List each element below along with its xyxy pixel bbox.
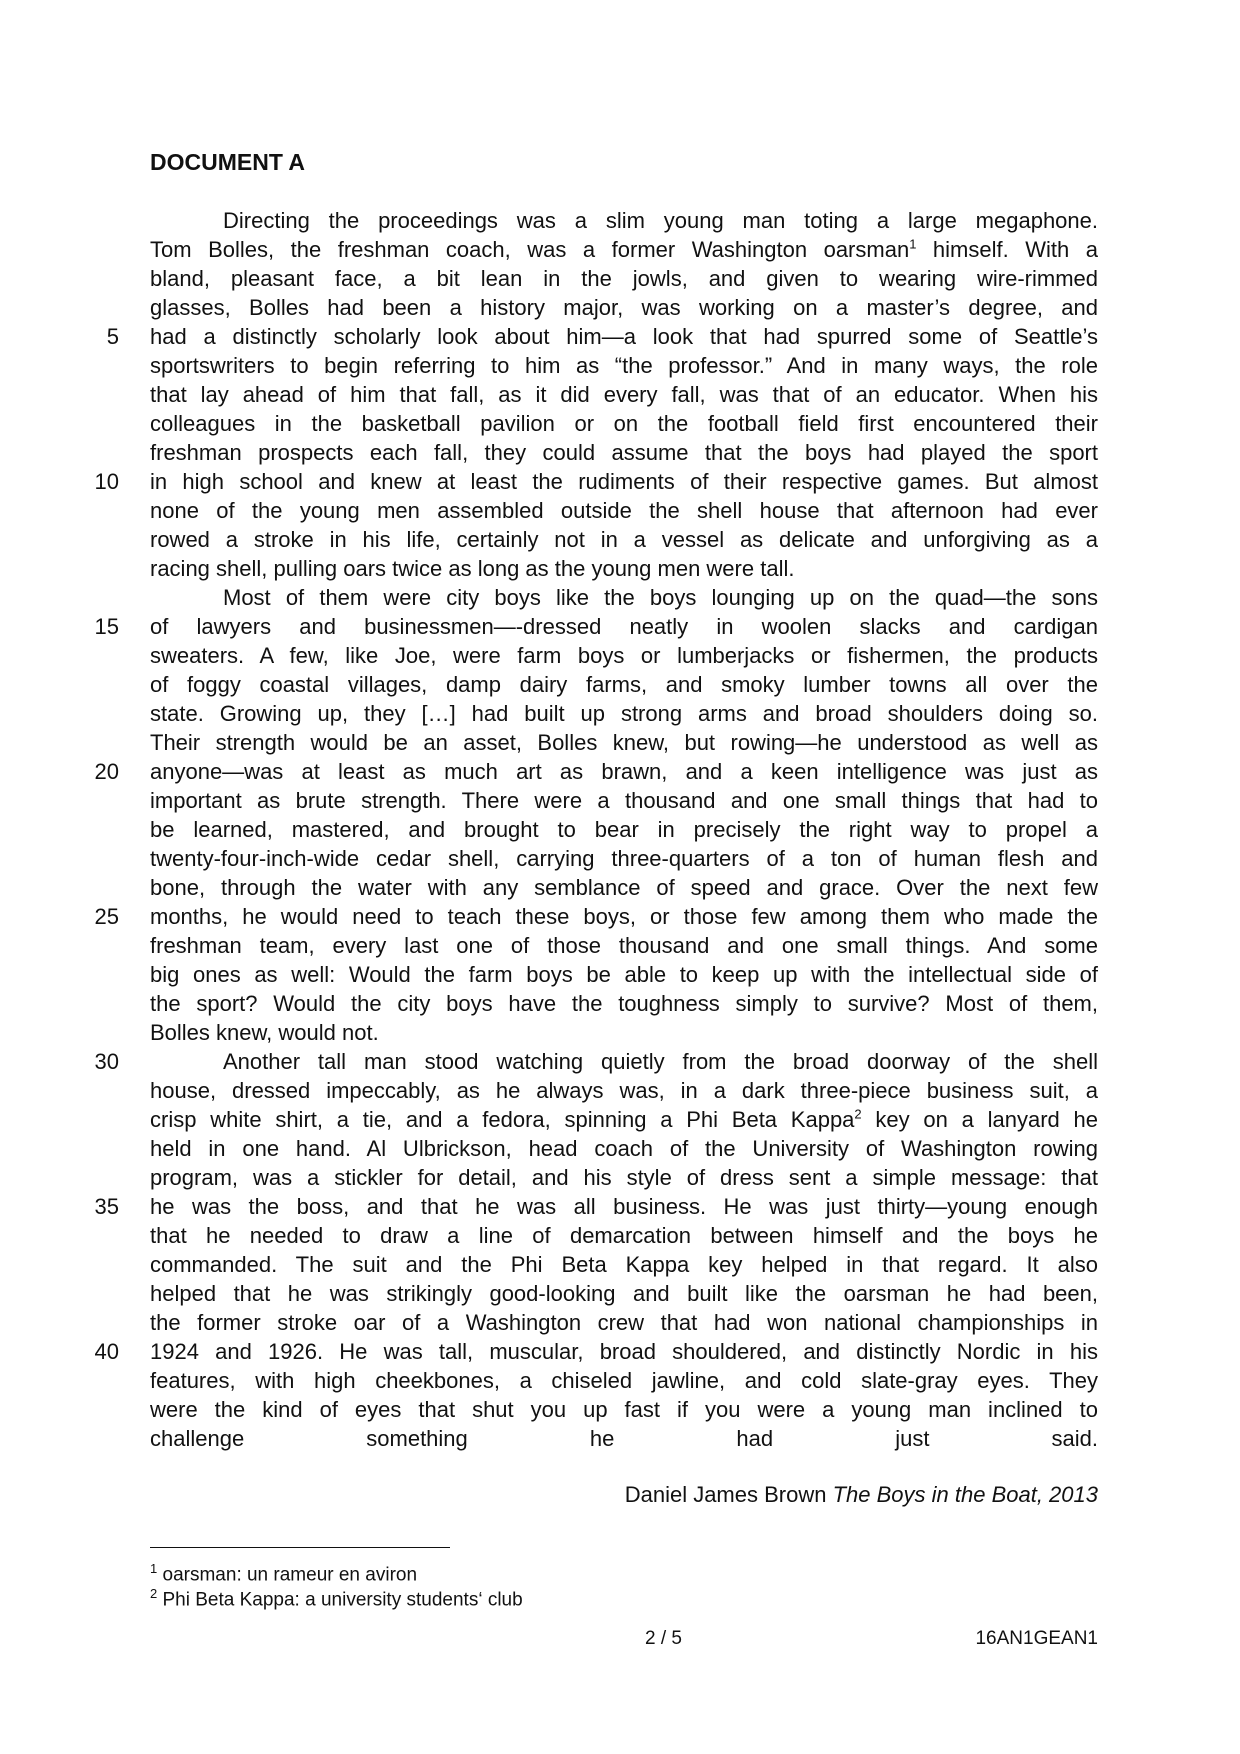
footnote-text: Phi Beta Kappa: a university students‘ club: [157, 1589, 523, 1611]
line-number-40: 40: [94, 1339, 119, 1364]
text-line: Their strength would be an asset, Bolles knew, but rowing—he understood as well as: [150, 730, 1098, 755]
text-line: colleagues in the basketball pavilion or on the football field first encountered their: [150, 411, 1098, 436]
footnote-divider: [150, 1547, 450, 1548]
text-line: twenty-four-inch-wide cedar shell, carrying three-quarters of a ton of human flesh and: [150, 846, 1098, 871]
text-line: features, with high cheekbones, a chiseled jawline, and cold slate-gray eyes. They: [150, 1368, 1098, 1393]
citation-author: Daniel James Brown: [624, 1482, 827, 1507]
text-line: program, was a stickler for detail, and his style of dress sent a simple message: that: [150, 1165, 1098, 1190]
text-line: sportswriters to begin referring to him as “the professor.” And in many ways, the role: [150, 353, 1098, 378]
footnote-marker: 2: [150, 1586, 158, 1601]
text-line: challenge something he had just said.: [150, 1426, 1098, 1451]
text-line: Another tall man stood watching quietly from the broad doorway of the shell: [223, 1049, 1098, 1074]
body-text: [150, 206, 1098, 1482]
text-fragment: himself. With a: [916, 237, 1098, 262]
line-number-35: 35: [94, 1194, 119, 1219]
text-line: Bolles knew, would not.: [150, 1020, 379, 1045]
footnote-ref-1: 1: [909, 236, 917, 252]
text-line: were the kind of eyes that shut you up fast if you were a young man inclined to: [150, 1397, 1098, 1422]
text-line: be learned, mastered, and brought to bear in precisely the right way to propel a: [150, 817, 1098, 842]
text-fragment: crisp white shirt, a tie, and a fedora, spinning a Phi Beta Kappa: [150, 1107, 855, 1132]
text-fragment: Tom Bolles, the freshman coach, was a former Washington oarsman: [150, 237, 910, 262]
line-number-25: 25: [94, 904, 119, 929]
text-line: state. Growing up, they […] had built up strong arms and broad shoulders doing so.: [150, 701, 1098, 726]
text-line: the sport? Would the city boys have the toughness simply to survive? Most of them,: [150, 991, 1098, 1016]
text-line: rowed a stroke in his life, certainly not in a vessel as delicate and unforgiving as a: [150, 527, 1098, 552]
footnote-text: oarsman: un rameur en aviron: [162, 1564, 418, 1586]
text-line: he was the boss, and that he was all business. He was just thirty—young enough: [150, 1194, 1098, 1219]
line-number-5: 5: [106, 324, 119, 349]
text-line: none of the young men assembled outside the shell house that afternoon had ever: [150, 498, 1098, 523]
text-line: glasses, Bolles had been a history major, was working on a master’s degree, and: [150, 295, 1098, 320]
text-line: bone, through the water with any semblance of speed and grace. Over the next few: [150, 875, 1098, 900]
text-line: of foggy coastal villages, damp dairy farms, and smoky lumber towns all over the: [150, 672, 1098, 697]
line-number-30: 30: [94, 1049, 119, 1074]
text-line: helped that he was strikingly good-looking and built like the oarsman he had been,: [150, 1281, 1098, 1306]
document-heading: DOCUMENT A: [150, 149, 306, 175]
footnote-ref-2: 2: [854, 1106, 862, 1122]
text-line: sweaters. A few, like Joe, were farm boys or lumberjacks or fishermen, the products: [150, 643, 1098, 668]
text-line: bland, pleasant face, a bit lean in the jowls, and given to wearing wire-rimmed: [150, 266, 1098, 291]
text-line: that he needed to draw a line of demarcation between himself and the boys he: [150, 1223, 1098, 1248]
text-line: freshman team, every last one of those thousand and one small things. And some: [150, 933, 1098, 958]
text-line: big ones as well: Would the farm boys be able to keep up with the intellectual side of: [150, 962, 1098, 987]
text-line: [150, 1453, 1098, 1482]
text-line: [150, 235, 1098, 264]
text-line: held in one hand. Al Ulbrickson, head coach of the University of Washington rowing: [150, 1136, 1098, 1161]
footnote-marker: 1: [150, 1561, 158, 1576]
text-line: Directing the proceedings was a slim young man toting a large megaphone.: [223, 208, 1098, 233]
text-line: the former stroke oar of a Washington crew that had won national championships in: [150, 1310, 1098, 1335]
citation-title: The Boys in the Boat, 2013: [832, 1482, 1098, 1507]
text-line: in high school and knew at least the rudiments of their respective games. But almost: [150, 469, 1098, 494]
text-line: [150, 1105, 1098, 1134]
line-number-10: 10: [94, 469, 119, 494]
footnote-2: [150, 1582, 523, 1612]
text-line: house, dressed impeccably, as he always was, in a dark three-piece business suit, a: [150, 1078, 1098, 1103]
text-line: 1924 and 1926. He was tall, muscular, broad shouldered, and distinctly Nordic in his: [150, 1339, 1098, 1364]
text-line: had a distinctly scholarly look about him—a look that had spurred some of Seattle’s: [150, 324, 1098, 349]
text-line: Most of them were city boys like the boys lounging up on the quad—the sons: [223, 585, 1098, 610]
text-line: racing shell, pulling oars twice as long as the young men were tall.: [150, 556, 795, 581]
text-line: months, he would need to teach these boys, or those few among them who made the: [150, 904, 1098, 929]
text-fragment: key on a lanyard he: [861, 1107, 1098, 1132]
text-line: of lawyers and businessmen—-dressed neatly in woolen slacks and cardigan: [150, 614, 1098, 639]
citation: [625, 1480, 1098, 1509]
text-line: freshman prospects each fall, they could assume that the boys had played the sport: [150, 440, 1098, 465]
line-number-15: 15: [94, 614, 119, 639]
text-line: commanded. The suit and the Phi Beta Kappa key helped in that regard. It also: [150, 1252, 1098, 1277]
text-line: important as brute strength. There were a thousand and one small things that had to: [150, 788, 1098, 813]
text-line: anyone—was at least as much art as brawn, and a keen intelligence was just as: [150, 759, 1098, 784]
document-code: 16AN1GEAN1: [975, 1628, 1098, 1649]
page-number: 2 / 5: [645, 1628, 682, 1649]
text-line: that lay ahead of him that fall, as it did every fall, was that of an educator. When his: [150, 382, 1098, 407]
line-number-20: 20: [94, 759, 119, 784]
